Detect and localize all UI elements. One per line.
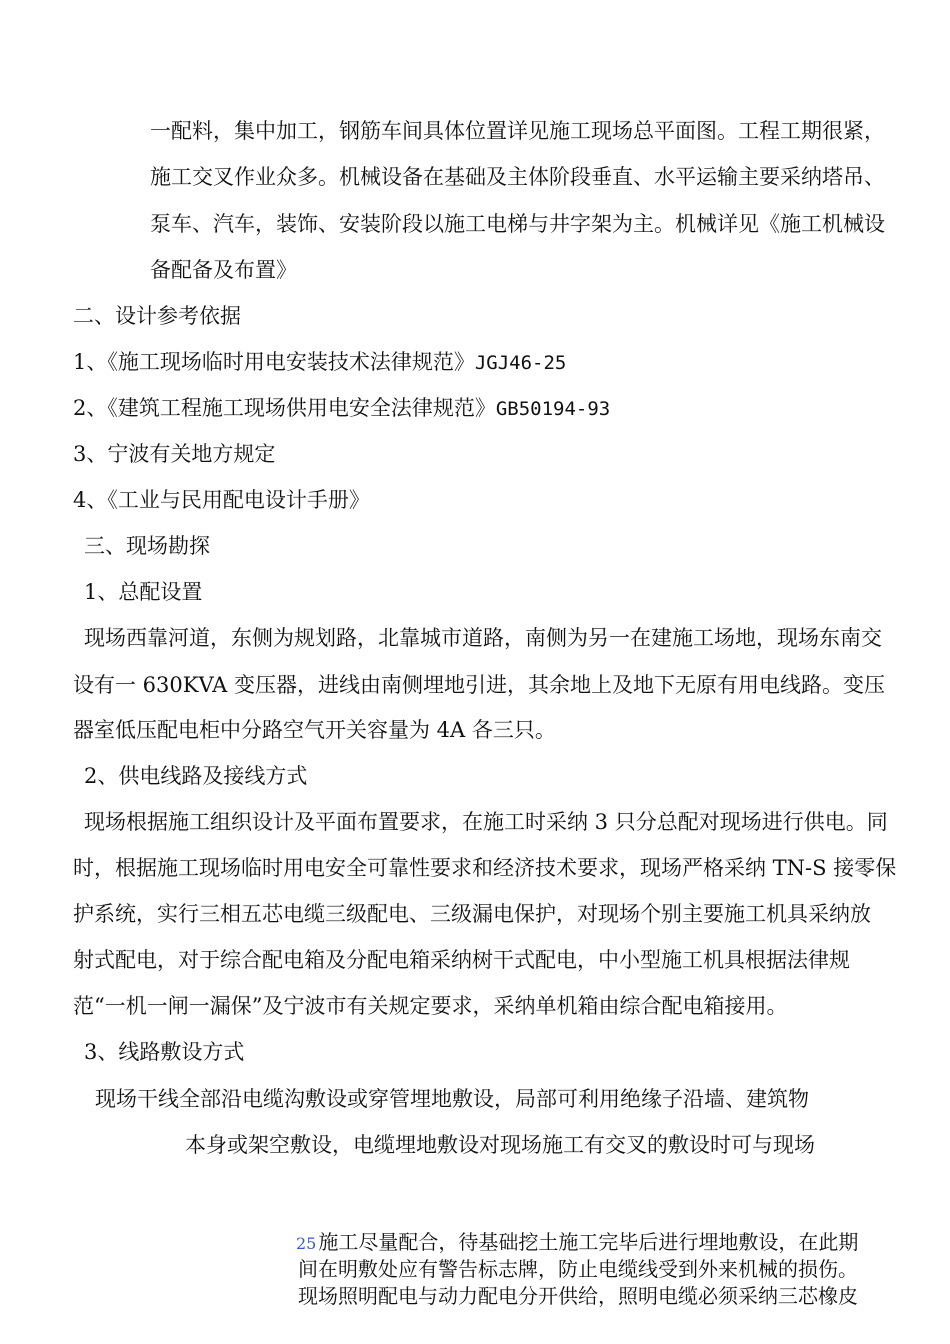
reference-item-3 bbox=[73, 440, 275, 468]
paragraph-line: 护系统，实行三相五芯电缆三级配电、三级漏电保护，对现场个别主要施工机具采纳放 bbox=[73, 902, 871, 926]
intro-line-4: 备配备及布置》 bbox=[150, 258, 297, 282]
intro-line-1: 一配料，集中加工，钢筋车间具体位置详见施工现场总平面图。工程工期很紧， bbox=[150, 119, 885, 143]
paragraph-line: 现场西靠河道，东侧为规划路，北靠城市道路，南侧为另一在建施工场地，现场东南交 bbox=[84, 626, 882, 650]
footer-line-2: 间在明敷处应有警告标志牌，防止电缆线受到外来机械的损伤。 bbox=[298, 1257, 858, 1281]
subsection-heading-supply-lines: 2、供电线路及接线方式 bbox=[84, 764, 308, 788]
intro-line-2: 施工交叉作业众多。机械设备在基础及主体阶段垂直、水平运输主要采纳塔吊、 bbox=[150, 165, 885, 189]
paragraph-line: 设有一 630KVA 变压器，进线由南侧埋地引进，其余地上及地下无原有用电线路。变压 bbox=[73, 673, 886, 697]
section3-heading: 三、现场勘探 bbox=[84, 534, 210, 558]
reference-item-2 bbox=[73, 394, 610, 423]
reference-code: GB50194-93 bbox=[495, 398, 611, 420]
reference-title: 2、《建筑工程施工现场供用电安全法律规范》 bbox=[73, 396, 496, 420]
paragraph-line: 射式配电，对于综合配电箱及分配电箱采纳树干式配电，中小型施工机具根据法律规 bbox=[73, 948, 850, 972]
subsection-heading-total-distribution: 1、总配设置 bbox=[84, 580, 203, 604]
footer-line-3: 现场照明配电与动力配电分开供给，照明电缆必须采纳三芯橡皮 bbox=[298, 1284, 858, 1308]
paragraph-line: 范“一机一闸一漏保”及宁波市有关规定要求，采纳单机箱由综合配电箱接用。 bbox=[73, 994, 788, 1018]
footer-line-1 bbox=[296, 1229, 858, 1257]
paragraph-line: 器室低压配电柜中分路空气开关容量为 4A 各三只。 bbox=[73, 718, 556, 742]
paragraph-line: 时，根据施工现场临时用电安全可靠性要求和经济技术要求，现场严格采纳 TN-S 接零保 bbox=[73, 856, 897, 880]
paragraph-line: 现场干线全部沿电缆沟敷设或穿管埋地敷设，局部可利用绝缘子沿墙、建筑物 bbox=[95, 1087, 809, 1111]
intro-line-3: 泵车、汽车，装饰、安装阶段以施工电梯与井字架为主。机械详见《施工机械设 bbox=[150, 212, 885, 236]
reference-title: 4、《工业与民用配电设计手册》 bbox=[73, 488, 370, 512]
reference-title: 1、《施工现场临时用电安装技术法律规范》 bbox=[73, 350, 475, 374]
reference-item-4 bbox=[73, 486, 370, 514]
paragraph-line: 本身或架空敷设，电缆埋地敷设对现场施工有交叉的敷设时可与现场 bbox=[185, 1133, 815, 1157]
footer-text: 施工尽量配合，待基础挖土施工完毕后进行埋地敷设，在此期 bbox=[318, 1230, 859, 1254]
paragraph-line: 现场根据施工组织设计及平面布置要求，在施工时采纳 3 只分总配对现场进行供电。同 bbox=[84, 810, 888, 834]
reference-code: JGJ46-25 bbox=[474, 352, 567, 374]
reference-item-1 bbox=[73, 348, 566, 377]
page-number: 25 bbox=[296, 1234, 317, 1253]
reference-title: 3、宁波有关地方规定 bbox=[73, 442, 276, 466]
section2-heading: 二、设计参考依据 bbox=[73, 304, 241, 328]
subsection-heading-laying-method: 3、线路敷设方式 bbox=[84, 1040, 245, 1064]
